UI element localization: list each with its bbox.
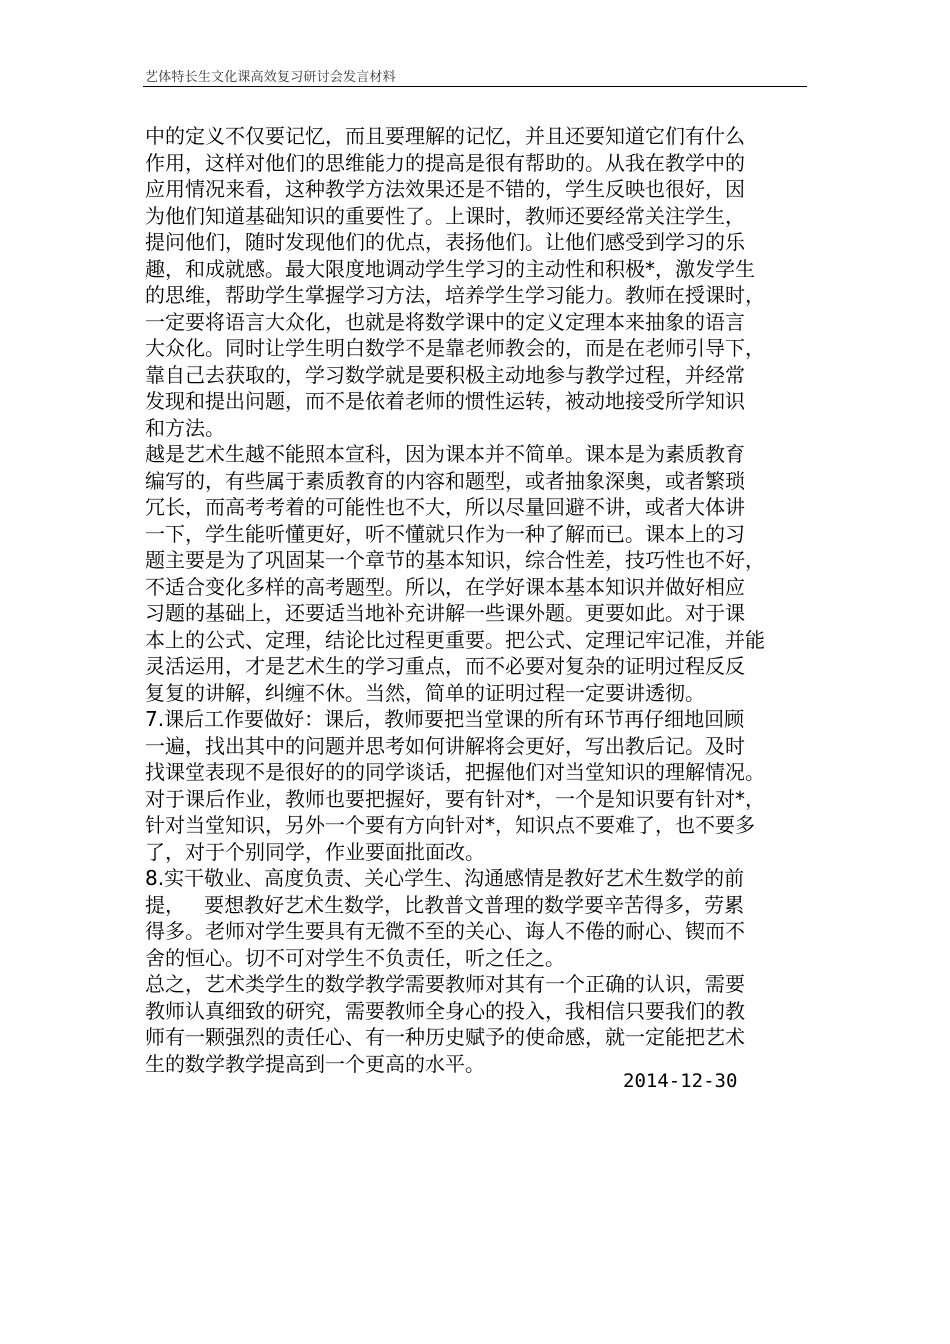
body-line: 复复的讲解，纠缠不休。当然，简单的证明过程一定要讲透彻。: [145, 680, 705, 705]
body-line: 一定要将语言大众化，也就是将数学课中的定义定理本来抽象的语言: [145, 309, 745, 334]
body-line: 提， 要想教好艺术生数学，比教普文普理的数学要辛苦得多，劳累: [145, 892, 745, 917]
body-line: 了，对于个别同学，作业要面批面改。: [145, 839, 485, 864]
body-line: 总之，艺术类学生的数学教学需要教师对其有一个正确的认识，需要: [145, 972, 745, 996]
document-date: 2014-12-30: [623, 1070, 738, 1092]
body-line: 找课堂表现不是很好的的同学谈话，把握他们对当堂知识的理解情况。: [145, 760, 765, 784]
document-body: [145, 123, 825, 1077]
body-line: 生的数学教学提高到一个更高的水平。: [145, 1051, 485, 1076]
body-line: 一下，学生能听懂更好，听不懂就只作为一种了解而已。课本上的习: [145, 521, 745, 546]
body-line: 为他们知道基础知识的重要性了。上课时，教师还要经常关注学生，: [145, 203, 745, 228]
body-line: 和方法。: [145, 415, 225, 440]
body-line: 得多。老师对学生要具有无微不至的关心、诲人不倦的耐心、锲而不: [145, 919, 745, 943]
body-line: 不适合变化多样的高考题型。所以，在学好课本基本知识并做好相应: [145, 574, 745, 599]
body-line: 趣，和成就感。最大限度地调动学生学习的主动性和积极*，激发学生: [145, 256, 755, 281]
body-line: 8.实干敬业、高度负责、关心学生、沟通感情是教好艺术生数学的前: [145, 866, 745, 890]
header-title: 艺体特长生文化课高效复习研讨会发言材料: [145, 70, 396, 85]
body-line: 一遍，找出其中的问题并思考如何讲解将会更好，写出教后记。及时: [145, 733, 745, 758]
body-line: 提问他们，随时发现他们的优点，表扬他们。让他们感受到学习的乐: [145, 230, 745, 254]
body-line: 靠自己去获取的，学习数学就是要积极主动地参与教学过程，并经常: [145, 362, 745, 387]
body-line: 冗长，而高考考着的可能性也不大，所以尽量回避不讲，或者大体讲: [145, 495, 745, 519]
body-line: 习题的基础上，还要适当地补充讲解一些课外题。更要如此。对于课: [145, 601, 745, 625]
body-line: 针对当堂知识，另外一个要有方向针对*，知识点不要难了，也不要多: [145, 813, 755, 837]
body-line: 教师认真细致的研究，需要教师全身心的投入，我相信只要我们的教: [145, 998, 745, 1023]
body-line: 作用，这样对他们的思维能力的提高是很有帮助的。从我在教学中的: [145, 150, 745, 175]
body-line: 对于课后作业，教师也要把握好，要有针对*，一个是知识要有针对*，: [145, 786, 765, 811]
body-line: 中的定义不仅要记忆，而且要理解的记忆，并且还要知道它们有什么: [145, 124, 745, 148]
body-line: 7.课后工作要做好：课后，教师要把当堂课的所有环节再仔细地回顾: [145, 707, 745, 731]
body-line: 的思维，帮助学生掌握学习方法，培养学生学习能力。教师在授课时，: [145, 283, 765, 307]
body-line: 越是艺术生越不能照本宣科，因为课本并不简单。课本是为素质教育: [145, 442, 745, 466]
body-line: 灵活运用，才是艺术生的学习重点，而不必要对复杂的证明过程反反: [145, 654, 745, 678]
page-header: [143, 64, 807, 87]
body-line: 大众化。同时让学生明白数学不是靠老师教会的，而是在老师引导下，: [145, 336, 765, 360]
body-line: 本上的公式、定理，结论比过程更重要。把公式、定理记牢记准，并能: [145, 627, 765, 652]
body-line: 舍的恒心。切不可对学生不负责任，听之任之。: [145, 945, 565, 970]
body-line: 应用情况来看，这种教学方法效果还是不错的，学生反映也很好，因: [145, 177, 745, 201]
body-line: 师有一颗强烈的责任心、有一种历史赋予的使命感，就一定能把艺术: [145, 1025, 745, 1049]
body-line: 发现和提出问题，而不是依着老师的惯性运转，被动地接受所学知识: [145, 389, 745, 413]
body-line: 题主要是为了巩固某一个章节的基本知识，综合性差，技巧性也不好，: [145, 548, 765, 572]
body-line: 编写的，有些属于素质教育的内容和题型，或者抽象深奥，或者繁琐: [145, 468, 745, 493]
